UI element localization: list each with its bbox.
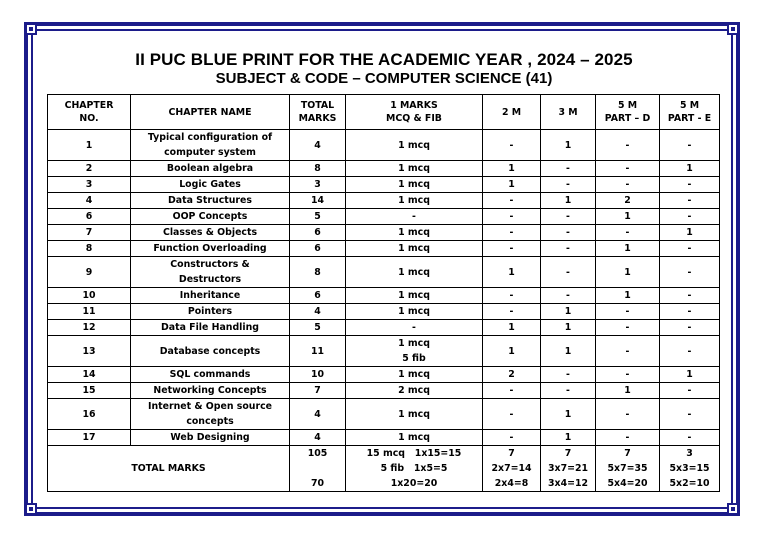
- one-marks-cell: 1 mcq: [346, 367, 483, 383]
- chapter-name-cell: Internet & Open source concepts: [131, 399, 290, 430]
- two-marks-cell: -: [483, 304, 541, 320]
- two-marks-cell: -: [483, 383, 541, 399]
- total-marks-five-e: 3 5x3=15 5x2=10: [660, 446, 720, 492]
- one-marks-cell: -: [346, 209, 483, 225]
- five-marks-part-e-cell: -: [660, 257, 720, 288]
- two-marks-cell: -: [483, 193, 541, 209]
- chapter-name-cell: Boolean algebra: [131, 161, 290, 177]
- five-marks-part-d-cell: -: [596, 430, 660, 446]
- two-marks-cell: -: [483, 288, 541, 304]
- five-marks-part-d-cell: -: [596, 177, 660, 193]
- two-marks-cell: -: [483, 241, 541, 257]
- one-marks-cell: 1 mcq: [346, 304, 483, 320]
- five-marks-part-d-cell: 1: [596, 288, 660, 304]
- corner-ornament-top-right: [727, 23, 739, 35]
- two-marks-cell: 1: [483, 320, 541, 336]
- five-marks-part-d-cell: 2: [596, 193, 660, 209]
- chapter-name-cell: Networking Concepts: [131, 383, 290, 399]
- two-marks-cell: -: [483, 209, 541, 225]
- chapter-name-cell: Typical configuration of computer system: [131, 130, 290, 161]
- table-row: [48, 257, 720, 288]
- five-marks-part-e-cell: -: [660, 241, 720, 257]
- table-row: [48, 225, 720, 241]
- three-marks-cell: -: [541, 241, 596, 257]
- chapter-no-cell: 9: [48, 257, 131, 288]
- chapter-name-cell: SQL commands: [131, 367, 290, 383]
- chapter-name-cell: Function Overloading: [131, 241, 290, 257]
- five-marks-part-d-cell: -: [596, 304, 660, 320]
- three-marks-cell: 1: [541, 430, 596, 446]
- table-row: [48, 161, 720, 177]
- total-marks-cell: 10: [290, 367, 346, 383]
- three-marks-cell: -: [541, 209, 596, 225]
- total-marks-cell: 4: [290, 399, 346, 430]
- five-marks-part-e-cell: -: [660, 304, 720, 320]
- two-marks-cell: -: [483, 130, 541, 161]
- three-marks-cell: -: [541, 288, 596, 304]
- total-marks-one: 15 mcq 1x15=15 5 fib 1x5=5 1x20=20: [346, 446, 483, 492]
- two-marks-cell: 2: [483, 367, 541, 383]
- table-row: [48, 320, 720, 336]
- total-marks-cell: 5: [290, 209, 346, 225]
- total-marks-cell: 6: [290, 241, 346, 257]
- total-marks-cell: 3: [290, 177, 346, 193]
- five-marks-part-e-cell: 1: [660, 367, 720, 383]
- table-row: [48, 430, 720, 446]
- total-marks-cell: 4: [290, 430, 346, 446]
- three-marks-cell: -: [541, 225, 596, 241]
- blueprint-table: [47, 94, 720, 492]
- table-row: [48, 177, 720, 193]
- one-marks-cell: 1 mcq: [346, 130, 483, 161]
- one-marks-cell: -: [346, 320, 483, 336]
- total-marks-five-d: 7 5x7=35 5x4=20: [596, 446, 660, 492]
- five-marks-part-d-cell: 1: [596, 209, 660, 225]
- five-marks-part-e-cell: -: [660, 193, 720, 209]
- one-marks-cell: 1 mcq: [346, 225, 483, 241]
- table-row: [48, 288, 720, 304]
- table-row: [48, 367, 720, 383]
- five-marks-part-d-cell: -: [596, 320, 660, 336]
- chapter-no-cell: 8: [48, 241, 131, 257]
- table-row: [48, 193, 720, 209]
- table-header-row: [48, 95, 720, 130]
- one-marks-cell: 1 mcq: [346, 241, 483, 257]
- two-marks-cell: 1: [483, 257, 541, 288]
- header-total-marks: TOTAL MARKS: [290, 95, 346, 130]
- chapter-no-cell: 11: [48, 304, 131, 320]
- total-marks-cell: 5: [290, 320, 346, 336]
- five-marks-part-e-cell: -: [660, 130, 720, 161]
- chapter-name-cell: Logic Gates: [131, 177, 290, 193]
- chapter-name-cell: Pointers: [131, 304, 290, 320]
- chapter-no-cell: 10: [48, 288, 131, 304]
- one-marks-cell: 1 mcq: [346, 399, 483, 430]
- two-marks-cell: 1: [483, 336, 541, 367]
- five-marks-part-d-cell: -: [596, 161, 660, 177]
- chapter-name-cell: OOP Concepts: [131, 209, 290, 225]
- one-marks-cell: 1 mcq 5 fib: [346, 336, 483, 367]
- chapter-name-cell: Web Designing: [131, 430, 290, 446]
- total-marks-cell: 8: [290, 161, 346, 177]
- two-marks-cell: -: [483, 399, 541, 430]
- one-marks-cell: 1 mcq: [346, 288, 483, 304]
- chapter-no-cell: 17: [48, 430, 131, 446]
- five-marks-part-e-cell: -: [660, 288, 720, 304]
- document-subtitle: SUBJECT & CODE – COMPUTER SCIENCE (41): [215, 70, 553, 87]
- total-marks-cell: 11: [290, 336, 346, 367]
- three-marks-cell: -: [541, 367, 596, 383]
- five-marks-part-d-cell: -: [596, 399, 660, 430]
- table-row: [48, 383, 720, 399]
- header-chapter-name: CHAPTER NAME: [131, 95, 290, 130]
- chapter-no-cell: 15: [48, 383, 131, 399]
- corner-ornament-top-left: [25, 23, 37, 35]
- total-marks-cell: 4: [290, 130, 346, 161]
- five-marks-part-e-cell: -: [660, 336, 720, 367]
- five-marks-part-e-cell: -: [660, 383, 720, 399]
- one-marks-cell: 1 mcq: [346, 193, 483, 209]
- table-row: [48, 241, 720, 257]
- table-row: [48, 209, 720, 225]
- chapter-name-cell: Constructors & Destructors: [131, 257, 290, 288]
- chapter-no-cell: 3: [48, 177, 131, 193]
- five-marks-part-e-cell: -: [660, 177, 720, 193]
- five-marks-part-e-cell: -: [660, 320, 720, 336]
- three-marks-cell: 1: [541, 304, 596, 320]
- chapter-no-cell: 13: [48, 336, 131, 367]
- chapter-no-cell: 2: [48, 161, 131, 177]
- total-marks-cell: 14: [290, 193, 346, 209]
- total-marks-cell: 7: [290, 383, 346, 399]
- chapter-name-cell: Inheritance: [131, 288, 290, 304]
- two-marks-cell: 1: [483, 177, 541, 193]
- header-two-marks: 2 M: [483, 95, 541, 130]
- three-marks-cell: -: [541, 257, 596, 288]
- total-marks-label: TOTAL MARKS: [48, 446, 290, 492]
- five-marks-part-d-cell: -: [596, 130, 660, 161]
- total-marks-three: 7 3x7=21 3x4=12: [541, 446, 596, 492]
- three-marks-cell: -: [541, 383, 596, 399]
- total-marks-two: 7 2x7=14 2x4=8: [483, 446, 541, 492]
- chapter-name-cell: Data Structures: [131, 193, 290, 209]
- two-marks-cell: -: [483, 430, 541, 446]
- chapter-no-cell: 6: [48, 209, 131, 225]
- corner-ornament-bottom-left: [25, 503, 37, 515]
- chapter-name-cell: Data File Handling: [131, 320, 290, 336]
- three-marks-cell: -: [541, 177, 596, 193]
- five-marks-part-d-cell: 1: [596, 241, 660, 257]
- one-marks-cell: 1 mcq: [346, 430, 483, 446]
- chapter-no-cell: 7: [48, 225, 131, 241]
- total-marks-cell: 6: [290, 288, 346, 304]
- five-marks-part-d-cell: 1: [596, 383, 660, 399]
- five-marks-part-d-cell: -: [596, 367, 660, 383]
- table-row: [48, 336, 720, 367]
- table-row: [48, 304, 720, 320]
- header-five-marks-part-e: 5 M PART - E: [660, 95, 720, 130]
- corner-ornament-bottom-right: [727, 503, 739, 515]
- total-marks-row: [48, 446, 720, 492]
- three-marks-cell: 1: [541, 336, 596, 367]
- header-three-marks: 3 M: [541, 95, 596, 130]
- one-marks-cell: 1 mcq: [346, 161, 483, 177]
- table-row: [48, 130, 720, 161]
- document-title: II PUC BLUE PRINT FOR THE ACADEMIC YEAR , 2024 – 2025: [135, 50, 633, 69]
- chapter-no-cell: 14: [48, 367, 131, 383]
- table-row: [48, 399, 720, 430]
- one-marks-cell: 2 mcq: [346, 383, 483, 399]
- five-marks-part-d-cell: -: [596, 336, 660, 367]
- total-marks-cell: 6: [290, 225, 346, 241]
- header-one-marks: 1 MARKS MCQ & FIB: [346, 95, 483, 130]
- header-five-marks-part-d: 5 M PART – D: [596, 95, 660, 130]
- chapter-no-cell: 1: [48, 130, 131, 161]
- total-marks-total: 105 70: [290, 446, 346, 492]
- three-marks-cell: 1: [541, 130, 596, 161]
- three-marks-cell: -: [541, 161, 596, 177]
- five-marks-part-e-cell: -: [660, 209, 720, 225]
- header-chapter-no: CHAPTER NO.: [48, 95, 131, 130]
- chapter-name-cell: Database concepts: [131, 336, 290, 367]
- three-marks-cell: 1: [541, 320, 596, 336]
- chapter-name-cell: Classes & Objects: [131, 225, 290, 241]
- five-marks-part-d-cell: 1: [596, 257, 660, 288]
- three-marks-cell: 1: [541, 399, 596, 430]
- five-marks-part-e-cell: 1: [660, 225, 720, 241]
- chapter-no-cell: 16: [48, 399, 131, 430]
- chapter-no-cell: 12: [48, 320, 131, 336]
- three-marks-cell: 1: [541, 193, 596, 209]
- two-marks-cell: 1: [483, 161, 541, 177]
- one-marks-cell: 1 mcq: [346, 177, 483, 193]
- chapter-no-cell: 4: [48, 193, 131, 209]
- five-marks-part-e-cell: -: [660, 399, 720, 430]
- two-marks-cell: -: [483, 225, 541, 241]
- five-marks-part-e-cell: 1: [660, 161, 720, 177]
- five-marks-part-d-cell: -: [596, 225, 660, 241]
- five-marks-part-e-cell: -: [660, 430, 720, 446]
- total-marks-cell: 8: [290, 257, 346, 288]
- one-marks-cell: 1 mcq: [346, 257, 483, 288]
- total-marks-cell: 4: [290, 304, 346, 320]
